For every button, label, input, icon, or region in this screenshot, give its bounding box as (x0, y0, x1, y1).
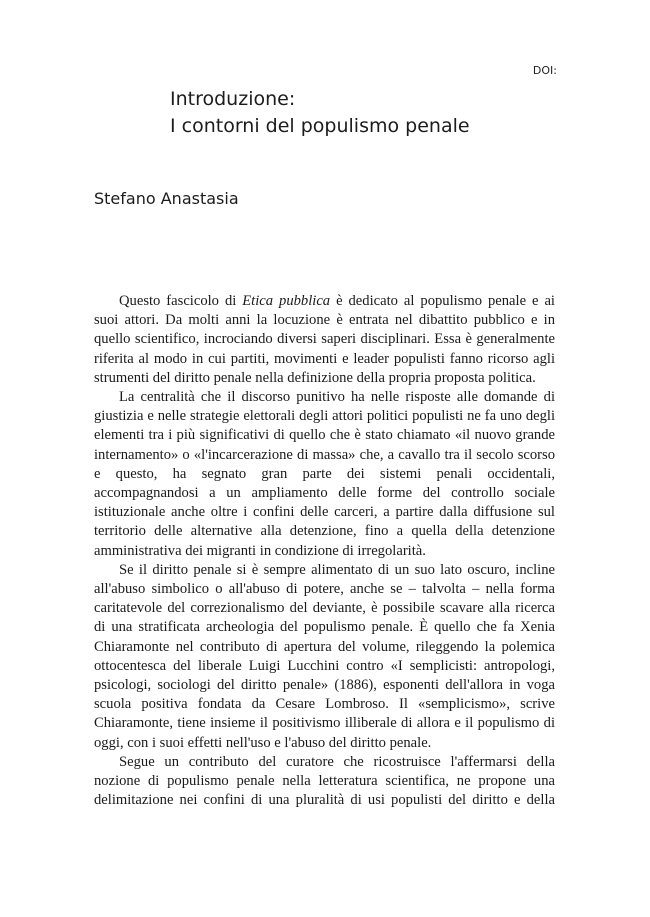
author-name: Stefano Anastasia (94, 189, 239, 208)
paragraph-1 (94, 292, 555, 388)
doi-label: DOI: (532, 64, 557, 77)
paragraph-1-start: Questo fascicolo di (119, 293, 243, 309)
paragraph-2: La centralità che il discorso punitivo ha nelle risposte alle domande di giustizia e nelle strategie elettorali degli attori politici populisti ne fa uno degli elementi tra i più significativi di quello che è stato chiamato «il nuovo grande internamento» o «l'incarcerazione di massa» che, a cavallo tra il secolo scorso e questo, ha segnato gran parte dei sistemi penali occidentali, accompagnandosi a un ampliamento delle forme del controllo sociale istituzionale anche oltre i confini delle carceri, a partire dalla diffusione sul territorio delle alternative alla detenzione, fino a quella della detenzione amministrativa dei migranti in condizione di irregolarità. (94, 389, 555, 559)
title-line-1: Introduzione: (170, 88, 296, 110)
title-line-2: I contorni del populismo penale (170, 115, 470, 137)
journal-title-italic: Etica pubblica (242, 293, 331, 309)
paragraph-4: Segue un contributo del curatore che ricostruisce l'affermarsi della nozione di populismo penale nella letteratura scientifica, ne propone una delimitazione nei confini di una pluralità di usi populisti del diritto e della (94, 753, 555, 809)
article-body (94, 292, 555, 810)
article-title (170, 86, 470, 140)
paragraph-1-rest: è dedicato al populismo penale e ai suoi attori. Da molti anni la locuzione è entrata nel dibattito pubblico e in quello scientifico, incrociando diversi saperi disciplinari. Essa è generalmente riferita al modo in cui partiti, movimenti e leader populisti fanno ricorso agli strumenti del diritto penale nella definizione della propria proposta politica. (94, 293, 555, 386)
paragraph-3: Se il diritto penale si è sempre alimentato di un suo lato oscuro, incline all'abuso simbolico o all'abuso di potere, anche se – talvolta – nella forma caritatevole del correzionalismo del deviante, è possibile scavare alla ricerca di una stratificata archeologia del populismo penale. È quello che fa Xenia Chiaramonte nel contributo di apertura del volume, rileggendo la polemica ottocentesca del liberale Luigi Lucchini contro «I semplicisti: antropologi, psicologi, sociologi del diritto penale» (1886), esponenti dell'allora in voga scuola positiva fondata da Cesare Lombroso. Il «semplicismo», scrive Chiaramonte, tiene insieme il positivismo illiberale di allora e il populismo di oggi, con i suoi effetti nell'uso e l'abuso del diritto penale. (94, 561, 555, 751)
